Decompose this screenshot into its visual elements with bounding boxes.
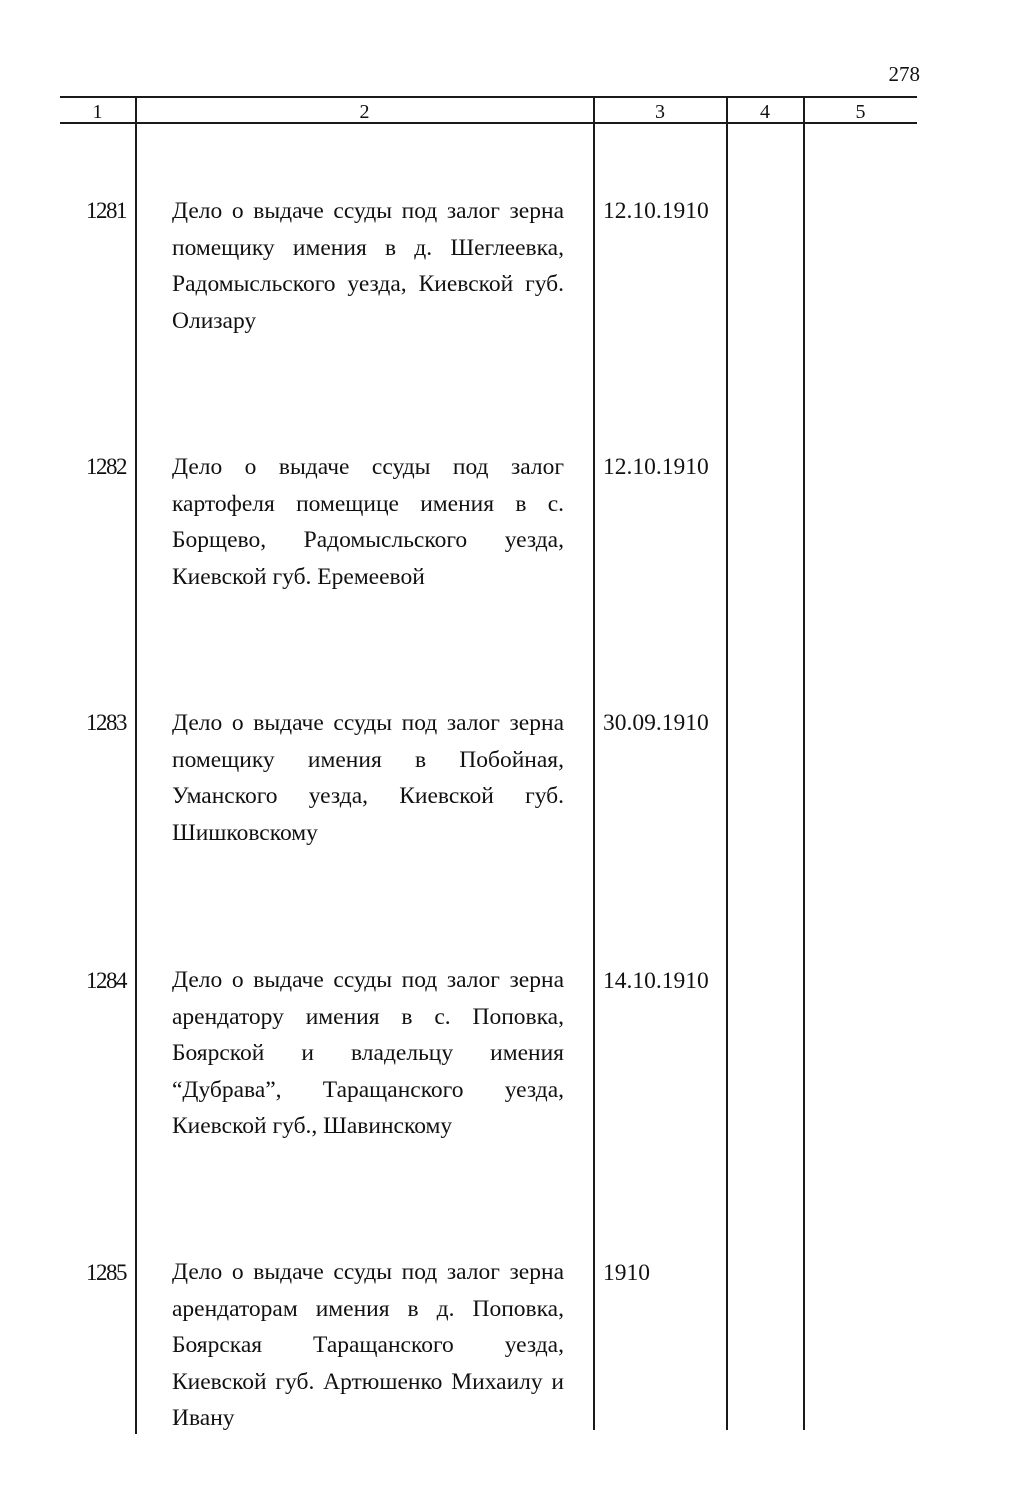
record-date: 30.09.1910 xyxy=(603,710,709,736)
page-number: 278 xyxy=(888,62,920,86)
column-header-5: 5 xyxy=(855,101,866,123)
record-title: Дело о выдаче ссуды под залог картофеля помещице имения в с. Борщево, Радомысльского уезда, Киевской губ. Еремеевой xyxy=(172,454,564,590)
record-date: 1910 xyxy=(603,1260,650,1286)
column-header-1: 1 xyxy=(92,101,103,123)
column-divider-4-5 xyxy=(803,96,805,1430)
record-date: 12.10.1910 xyxy=(603,198,709,224)
record-number: 1283 xyxy=(86,710,126,735)
column-divider-1-2 xyxy=(135,96,137,1434)
column-header-2: 2 xyxy=(359,101,370,123)
record-date: 14.10.1910 xyxy=(603,968,709,994)
record-title: Дело о выдаче ссуды под залог зерна помещику имения в д. Шеглеевка, Радомысльского уезда, Киевской губ. Олизару xyxy=(172,198,564,334)
record-title: Дело о выдаче ссуды под залог зерна арендаторам имения в д. Поповка, Боярская Таращанского уезда, Киевской губ. Артюшенко Михаилу и Ивану xyxy=(172,1259,564,1431)
record-number: 1284 xyxy=(86,968,126,993)
column-header-4: 4 xyxy=(760,101,770,123)
record-title: Дело о выдаче ссуды под залог зерна арендатору имения в с. Поповка, Боярской и владельцу имения “Дубрава”, Таращанского уезда, Киевской губ., Шавинскому xyxy=(172,967,564,1139)
record-number: 1285 xyxy=(86,1260,126,1285)
record-date: 12.10.1910 xyxy=(603,454,709,480)
record-number: 1281 xyxy=(86,198,126,223)
record-title: Дело о выдаче ссуды под залог зерна помещику имения в Побойная, Уманского уезда, Киевской губ. Шишковскому xyxy=(172,710,564,846)
header-top-rule xyxy=(60,96,917,98)
column-divider-2-3 xyxy=(593,96,595,1430)
record-number: 1282 xyxy=(86,454,126,479)
column-header-3: 3 xyxy=(655,101,665,123)
column-divider-3-4 xyxy=(726,96,728,1430)
